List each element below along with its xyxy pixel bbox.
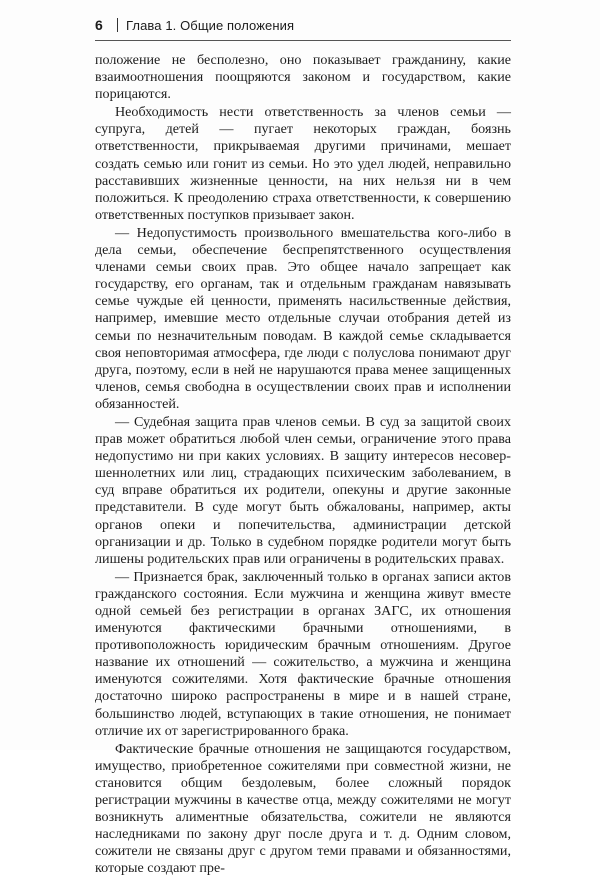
page-number: 6: [95, 17, 103, 33]
header-rule: [95, 40, 511, 41]
header-separator: [117, 18, 118, 32]
paragraph-de-facto-marriage: Фактические брачные отношения не защищаются государством, имущество, приобретенное сожителями при совместной жизни, не становится общим бездолевым, более сложный порядок регистрации мужчины в качестве отца, между сожителями не могут возникнуть алиментные обязательства, сожители не являются наследниками по закону друг после друга и т. д. Одним словом, сожители не связаны друг с другом теми правами и обязанностями, которые создают пре-: [95, 740, 511, 877]
paragraph-judicial-protection: — Судебная защита прав членов семьи. В суд за защитой своих прав может обратиться любой член семьи, ограничение этого права недопустимо ни при каких условиях. В защиту интересов несовершеннолетних или лиц, страдающих психическим заболеванием, в суд вправе обратиться их родители, опекуны и другие законные представители. В суде могут быть обжалованы, например, акты органов опеки и попечительства, администрации детской организации и др. Только в судебном порядке родители могут быть лишены родительских прав или ограничены в родительских правах.: [95, 413, 511, 567]
paragraph-responsibility: Необходимость нести ответственность за членов семьи — супруга, детей — пугает некоторых граждан, боязнь ответственности, прикрываемая другими причинами, мешает создать семью или гонит из семьи. Но это удел людей, неправильно расставивших жизненные ценности, на них нельзя ни в чем положиться. К преодолению страха ответственности, к совершению ответственных поступков призывает закон.: [95, 104, 511, 223]
body-text: [95, 52, 511, 879]
running-header: [95, 14, 511, 36]
paragraph-registered-marriage: — Признается брак, заключенный только в органах записи актов гражданского состояния. Если мужчина и женщина живут вместе одной семьей без регистрации в органах ЗАГС, их отношения именуются фактическими брачными отношениями, в противоположность юридическим брачным отношениям. Другое название их отношений — сожительство, а мужчина и женщина именуются сожителями. Хотя фактические брачные отношения достаточно широко распространены в мире и в нашей стране, большинство людей, вступающих в такие отношения, не понимает отличие их от зарегистрированного брака.: [95, 568, 511, 739]
paragraph-continued: положение не бесполезно, оно показывает гражданину, какие взаимоотношения поощряются законом и государством, какие порицаются.: [95, 52, 511, 103]
chapter-title: Глава 1. Общие положения: [126, 17, 295, 33]
paragraph-non-interference: — Недопустимость произвольного вмешательства кого-либо в дела семьи, обеспечение беспрепятственного осуществления членами семьи своих прав. Это общее начало запрещает как государству, его органам, так и отдельным гражданам навязывать семье чуждые ей ценности, применять насильственные действия, например, имевшие место отдельные случаи отобрания детей из семьи по незначительным поводам. В каждой семье складывается своя неповторимая атмосфера, где люди с полуслова понимают друг друга, поэтому, если в ней не нарушаются права менее защищенных членов, семья свободна в осуществлении своих прав и исполнении обязанностей.: [95, 224, 511, 412]
